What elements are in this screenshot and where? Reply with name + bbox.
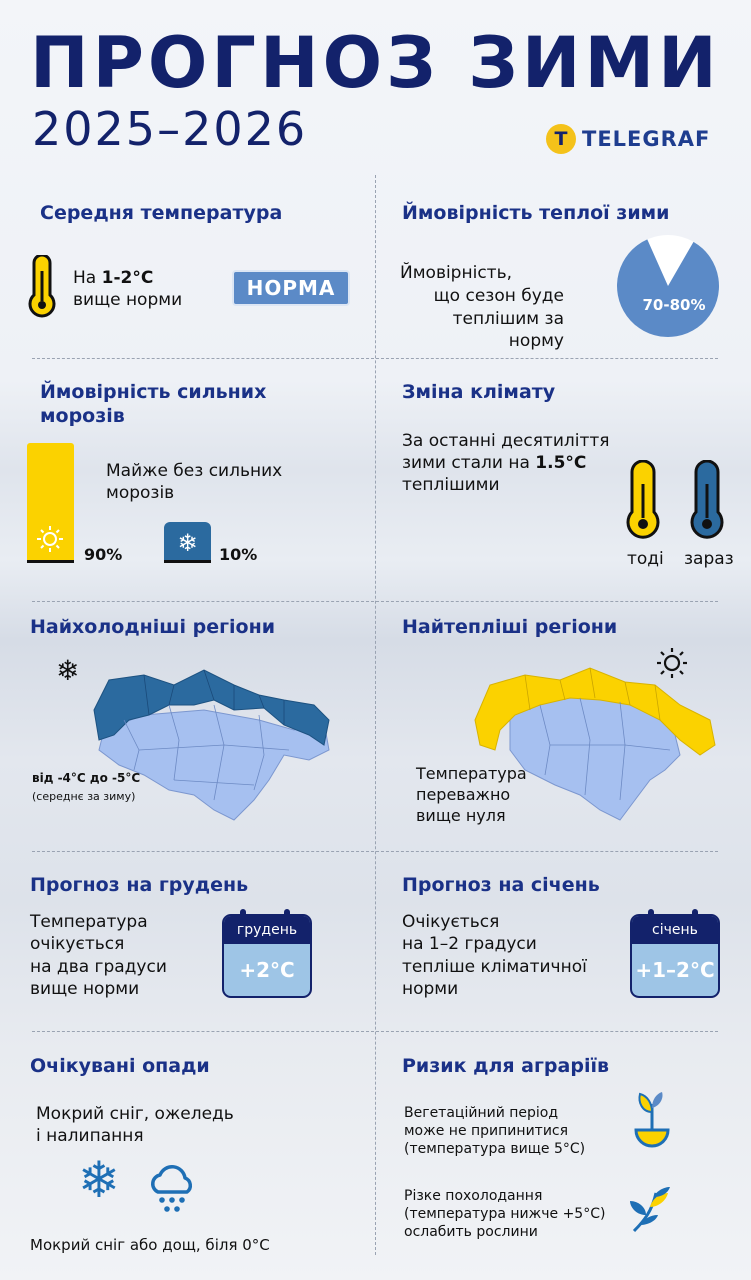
january-calendar-icon <box>630 914 720 998</box>
january-text: Очікується на 1–2 градуси тепліше кліматичної норми <box>402 912 587 1000</box>
avg-temp-text: На 1-2°C вище норми <box>73 268 183 311</box>
precip-text: Мокрий сніг, ожеледь і налипання <box>36 1104 234 1147</box>
vertical-divider <box>375 175 376 1255</box>
pie-label: 70-80% <box>642 296 706 314</box>
page-subtitle-years: 2025–2026 <box>32 102 308 156</box>
calendar-month: грудень <box>224 916 310 944</box>
coldest-title: Найхолодніші регіони <box>30 616 276 638</box>
snowflake-icon: ❄ <box>177 529 198 557</box>
warmest-title: Найтепліші регіони <box>402 616 618 638</box>
telegraf-logo-icon: T <box>546 124 576 154</box>
avg-temp-title: Середня температура <box>40 202 283 224</box>
brand-logo[interactable] <box>546 124 710 154</box>
cold-temp-range: від -4°C до -5°C <box>32 771 141 785</box>
december-title: Прогноз на грудень <box>30 874 249 896</box>
climate-text: За останні десятиліття зими стали на 1.5°C теплішими <box>402 431 610 496</box>
horizontal-divider <box>32 1031 718 1032</box>
warm-prob-title: Ймовірність теплої зими <box>402 202 670 224</box>
warmest-text: Температура переважно вище нуля <box>416 764 527 825</box>
december-text: Температура очікується на два градуси вище норми <box>30 912 167 1000</box>
snowflake-icon: ❄ <box>78 1151 120 1209</box>
agri-item1: Вегетаційний період може не припинитися (температура вище 5°C) <box>404 1105 586 1158</box>
calendar-value: +2°C <box>239 958 295 982</box>
precip-bottom: Мокрий сніг або дощ, біля 0°C <box>30 1236 270 1254</box>
calendar-value: +1–2°C <box>635 958 715 982</box>
probability-pie-chart <box>616 234 720 338</box>
horizontal-divider <box>32 851 718 852</box>
horizontal-divider <box>32 358 718 359</box>
cloud-snow-icon <box>146 1160 198 1214</box>
frost-title: Ймовірність сильних морозів <box>40 381 267 428</box>
precip-title: Очікувані опади <box>30 1055 210 1077</box>
snowflake-icon: ❄ <box>56 654 80 687</box>
agri-title: Ризик для аграріїв <box>402 1055 609 1077</box>
horizontal-divider <box>32 601 718 602</box>
warm-prob-text: Ймовірність, що сезон буде теплішим за норму <box>400 263 564 352</box>
calendar-month: січень <box>632 916 718 944</box>
plant-icon <box>626 1181 678 1235</box>
january-title: Прогноз на січень <box>402 874 600 896</box>
cold-temp-note: (середнє за зиму) <box>32 790 136 803</box>
climate-title: Зміна клімату <box>402 381 556 403</box>
frost-desc: Майже без сильних морозів <box>106 461 283 504</box>
cold-percent: 10% <box>219 545 258 564</box>
brand-name: TELEGRAF <box>582 127 711 151</box>
agri-item2: Різке похолодання (температура нижче +5°C) ослабить рослини <box>404 1188 606 1241</box>
sun-icon <box>35 524 65 554</box>
thermometer-icon <box>26 255 58 323</box>
norm-badge: НОРМА <box>232 270 350 306</box>
sprout-icon <box>632 1090 672 1156</box>
thermometer-then-icon <box>624 460 662 544</box>
page-title: ПРОГНОЗ ЗИМИ <box>30 22 721 104</box>
december-calendar-icon <box>222 914 312 998</box>
now-label: зараз <box>684 549 734 569</box>
thermometer-now-icon <box>688 460 726 544</box>
warm-percent: 90% <box>84 545 123 564</box>
then-label: тоді <box>627 549 664 569</box>
